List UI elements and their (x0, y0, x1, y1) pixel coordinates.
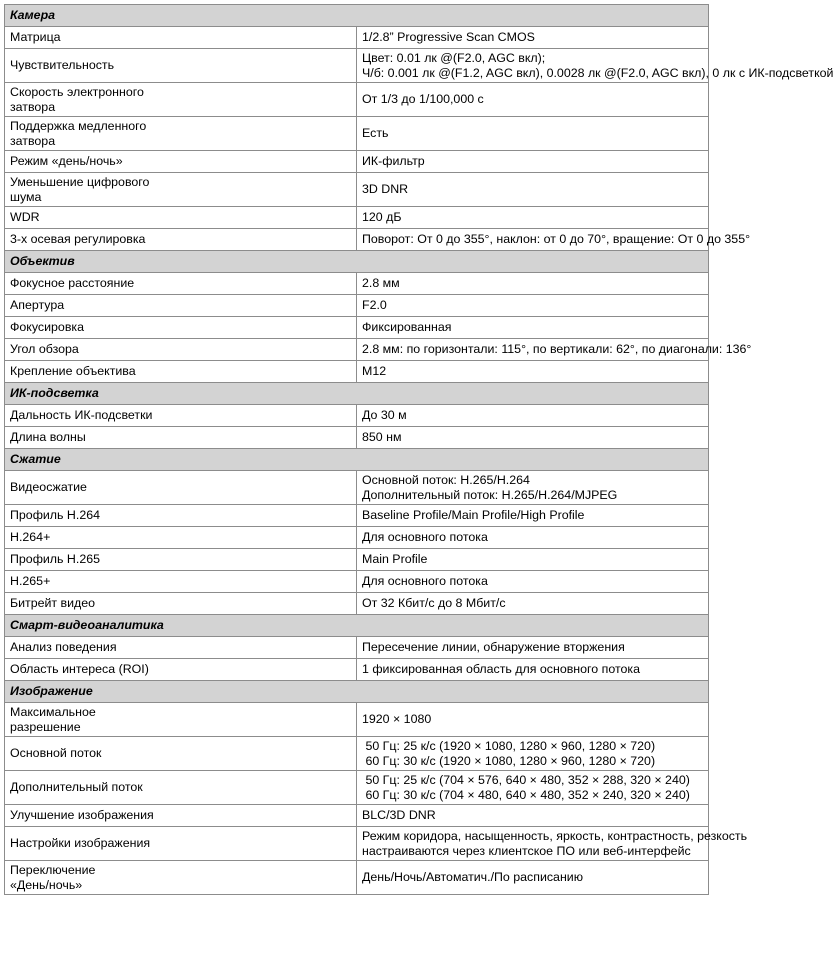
spec-value (357, 317, 709, 339)
spec-label (5, 151, 357, 173)
spec-label-line: разрешение (10, 719, 81, 734)
section-title: Смарт-видеоаналитика (5, 615, 709, 637)
spec-value-line: Для основного потока (362, 530, 488, 544)
spec-value-line: Baseline Profile/Main Profile/High Profile (362, 508, 585, 522)
spec-value (357, 593, 709, 615)
spec-label-line: 3-х осевая регулировка (10, 232, 146, 246)
section-title: Сжатие (5, 449, 709, 471)
spec-label-line: Переключение (10, 862, 96, 877)
spec-label-line: Длина волны (10, 430, 86, 444)
spec-value (357, 827, 748, 861)
spec-value-line: 1/2.8” Progressive Scan CMOS (362, 30, 535, 44)
spec-value-line: 3D DNR (362, 182, 409, 196)
spec-value (357, 151, 709, 173)
spec-value-line: 50 Гц: 25 к/с (1920 × 1080, 1280 × 960, 1280 × 720) (362, 738, 656, 753)
spec-value (357, 703, 709, 737)
spec-label (5, 571, 357, 593)
spec-value-line: Основной поток: H.265/H.264 (362, 472, 530, 487)
spec-row (5, 405, 709, 427)
spec-value-line: F2.0 (362, 298, 387, 312)
spec-label (5, 659, 357, 681)
spec-value (357, 805, 709, 827)
spec-value-line: 1920 × 1080 (362, 712, 432, 726)
spec-label (5, 637, 357, 659)
spec-value (357, 471, 709, 505)
section-header (5, 681, 709, 703)
spec-value (357, 505, 709, 527)
spec-label (5, 549, 357, 571)
spec-value (357, 527, 709, 549)
spec-value-line: M12 (362, 364, 387, 378)
spec-label-line: Дополнительный поток (10, 780, 143, 794)
spec-row (5, 83, 709, 117)
spec-label (5, 471, 357, 505)
spec-row (5, 861, 709, 895)
spec-row (5, 637, 709, 659)
spec-row (5, 295, 709, 317)
spec-label-line: Уменьшение цифрового (10, 174, 150, 189)
spec-row (5, 427, 709, 449)
spec-label-line: Область интереса (ROI) (10, 662, 149, 676)
spec-label (5, 805, 357, 827)
section-title: Изображение (5, 681, 709, 703)
section-title: ИК-подсветка (5, 383, 709, 405)
spec-value (357, 861, 709, 895)
spec-label-line: Чувствительность (10, 58, 115, 72)
spec-value-line: От 1/3 до 1/100,000 с (362, 92, 484, 106)
spec-value-line: 60 Гц: 30 к/с (1920 × 1080, 1280 × 960, 1280 × 720) (362, 753, 656, 768)
spec-label-line: WDR (10, 210, 40, 224)
spec-value (357, 83, 709, 117)
spec-row (5, 805, 709, 827)
spec-label-line: Битрейт видео (10, 596, 96, 610)
spec-label-line: Максимальное (10, 704, 96, 719)
spec-value-line: День/Ночь/Автоматич./По расписанию (362, 870, 584, 884)
spec-value (357, 427, 709, 449)
spec-label-line: Крепление объектива (10, 364, 136, 378)
spec-label (5, 427, 357, 449)
spec-label-line: Матрица (10, 30, 61, 44)
spec-value (357, 571, 709, 593)
section-header (5, 615, 709, 637)
spec-label (5, 703, 357, 737)
spec-row (5, 151, 709, 173)
spec-label (5, 827, 357, 861)
spec-table (4, 4, 833, 895)
spec-row (5, 229, 709, 251)
spec-label-line: Основной поток (10, 746, 102, 760)
spec-row (5, 207, 709, 229)
spec-value-line: 60 Гц: 30 к/с (704 × 480, 640 × 480, 352 × 240, 320 × 240) (362, 787, 690, 802)
spec-row (5, 703, 709, 737)
spec-value (357, 27, 709, 49)
spec-label (5, 317, 357, 339)
spec-label (5, 173, 357, 207)
spec-label (5, 405, 357, 427)
spec-value (357, 229, 751, 251)
spec-value-line: Цвет: 0.01 лк @(F2.0, AGC вкл); (362, 50, 546, 65)
spec-label (5, 861, 357, 895)
spec-value-line: От 32 Кбит/с до 8 Мбит/с (362, 596, 506, 610)
spec-value (357, 295, 709, 317)
section-header (5, 251, 709, 273)
spec-label (5, 83, 357, 117)
spec-label-line: затвора (10, 133, 56, 148)
spec-label-line: Улучшение изображения (10, 808, 154, 822)
spec-value (357, 339, 752, 361)
spec-value (357, 737, 709, 771)
spec-label-line: Фокусировка (10, 320, 84, 334)
spec-value (357, 637, 709, 659)
spec-row (5, 737, 709, 771)
section-title: Камера (5, 5, 709, 27)
spec-value-line: 2.8 мм: по горизонтали: 115°, по вертикали: 62°, по диагонали: 136° (362, 342, 752, 356)
spec-value-line: Для основного потока (362, 574, 488, 588)
spec-label-line: Угол обзора (10, 342, 79, 356)
spec-label-line: затвора (10, 99, 56, 114)
spec-label-line: шума (10, 189, 42, 204)
spec-row (5, 339, 709, 361)
spec-row (5, 173, 709, 207)
spec-value (357, 405, 709, 427)
spec-row (5, 659, 709, 681)
spec-row (5, 273, 709, 295)
spec-label (5, 593, 357, 615)
spec-label (5, 505, 357, 527)
spec-value (357, 549, 709, 571)
spec-value-line: Поворот: От 0 до 355°, наклон: от 0 до 70°, вращение: От 0 до 355° (362, 232, 751, 246)
spec-label (5, 771, 357, 805)
spec-label (5, 207, 357, 229)
spec-table-body (5, 5, 833, 895)
spec-label (5, 117, 357, 151)
spec-label-line: H.264+ (10, 530, 51, 544)
spec-label-line: Видеосжатие (10, 480, 87, 494)
spec-row (5, 117, 709, 151)
spec-value-line: 120 дБ (362, 210, 402, 224)
spec-row (5, 593, 709, 615)
spec-row (5, 49, 709, 83)
spec-label-line: Профиль H.264 (10, 508, 100, 522)
spec-label-line: Профиль H.265 (10, 552, 100, 566)
spec-value (357, 659, 709, 681)
spec-label-line: Поддержка медленного (10, 118, 147, 133)
spec-value (357, 173, 709, 207)
spec-row (5, 571, 709, 593)
spec-value-line: 2.8 мм (362, 276, 400, 290)
spec-value-line: Режим коридора, насыщенность, яркость, контрастность, резкость (362, 828, 748, 843)
spec-label-line: Апертура (10, 298, 65, 312)
spec-label-line: H.265+ (10, 574, 51, 588)
spec-label-line: Фокусное расстояние (10, 276, 135, 290)
spec-value-line: ИК-фильтр (362, 154, 425, 168)
spec-label-line: Режим «день/ночь» (10, 154, 123, 168)
spec-value (357, 273, 709, 295)
spec-value-line: Main Profile (362, 552, 428, 566)
spec-label-line: Дальность ИК-подсветки (10, 408, 153, 422)
spec-value-line: Фиксированная (362, 320, 452, 334)
spec-label (5, 273, 357, 295)
section-header (5, 5, 709, 27)
spec-value (357, 117, 709, 151)
spec-label (5, 527, 357, 549)
spec-value-line: 1 фиксированная область для основного потока (362, 662, 640, 676)
spec-label (5, 295, 357, 317)
spec-label (5, 361, 357, 383)
spec-value-line: Ч/б: 0.001 лк @(F1.2, AGC вкл), 0.0028 лк @(F2.0, AGC вкл), 0 лк с ИК-подсветкой (362, 65, 833, 80)
spec-label (5, 737, 357, 771)
spec-label (5, 49, 357, 83)
spec-value (357, 49, 833, 83)
spec-row (5, 827, 709, 861)
spec-row (5, 361, 709, 383)
spec-row (5, 471, 709, 505)
spec-value-line: Есть (362, 126, 389, 140)
spec-label-line: Настройки изображения (10, 836, 151, 850)
spec-row (5, 27, 709, 49)
spec-row (5, 317, 709, 339)
spec-label-line: «День/ночь» (10, 877, 83, 892)
spec-label (5, 229, 357, 251)
spec-value (357, 207, 709, 229)
spec-row (5, 505, 709, 527)
spec-label-line: Скорость электронного (10, 84, 144, 99)
section-header (5, 449, 709, 471)
spec-value-line: 50 Гц: 25 к/с (704 × 576, 640 × 480, 352 × 288, 320 × 240) (362, 772, 690, 787)
spec-value-line: Дополнительный поток: H.265/H.264/MJPEG (362, 487, 618, 502)
spec-row (5, 771, 709, 805)
section-title: Объектив (5, 251, 709, 273)
spec-value (357, 361, 709, 383)
spec-row (5, 527, 709, 549)
spec-value-line: Пересечение линии, обнаружение вторжения (362, 640, 625, 654)
spec-value (357, 771, 709, 805)
spec-value-line: настраиваются через клиентское ПО или веб-интерфейс (362, 843, 691, 858)
spec-value-line: BLC/3D DNR (362, 808, 436, 822)
section-header (5, 383, 709, 405)
spec-value-line: До 30 м (362, 408, 407, 422)
spec-value-line: 850 нм (362, 430, 402, 444)
spec-label (5, 339, 357, 361)
spec-label (5, 27, 357, 49)
spec-row (5, 549, 709, 571)
spec-label-line: Анализ поведения (10, 640, 117, 654)
